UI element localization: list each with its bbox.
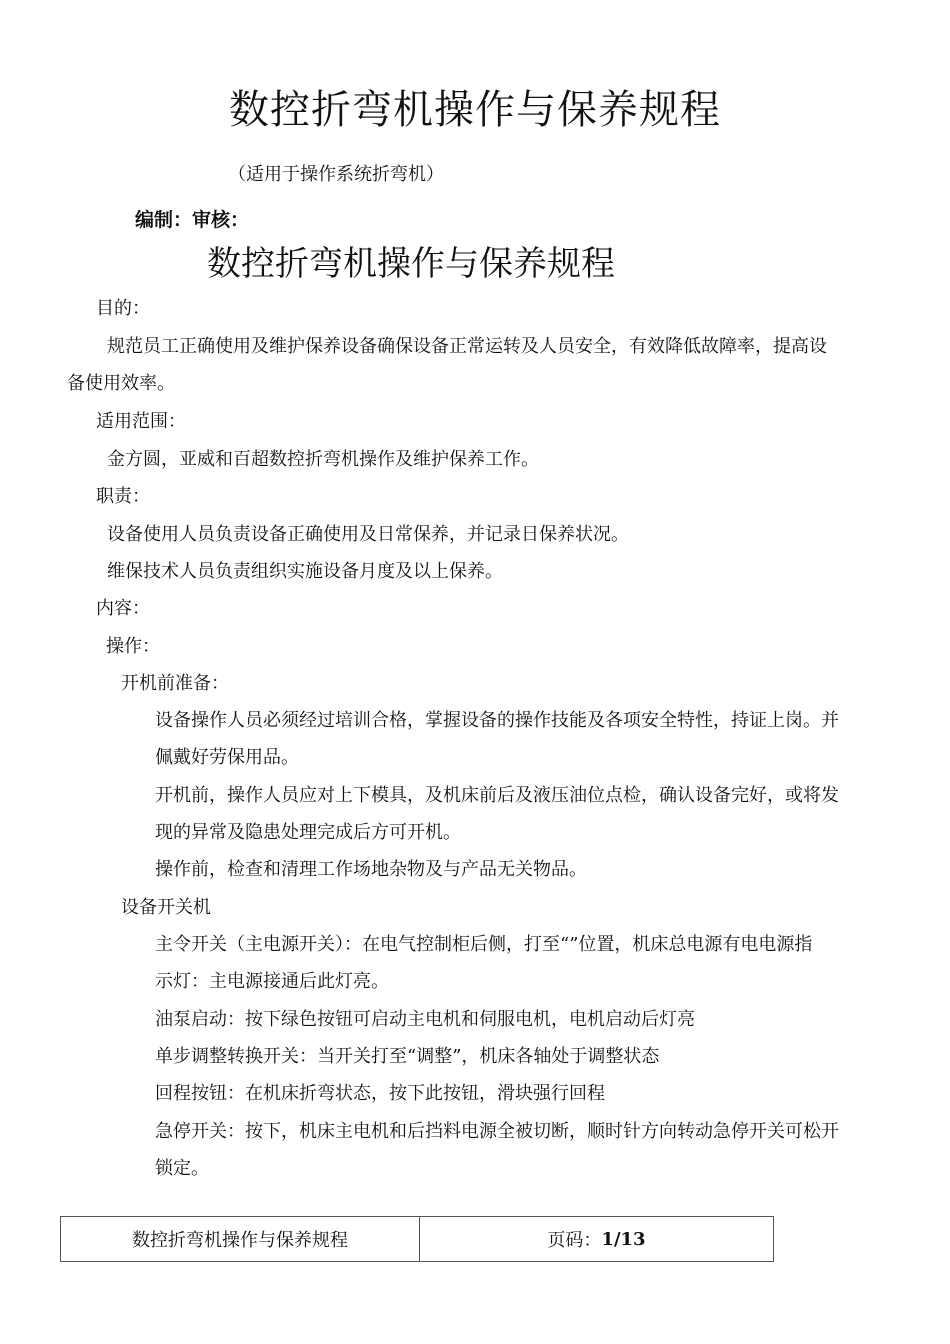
switch-item-1-line-1: 主令开关（主电源开关）：在电气控制柜后侧，打至“”位置，机床总电源有电电源指 — [155, 934, 813, 955]
switch-item-4: 回程按钮：在机床折弯状态，按下此按钮，滑块强行回程 — [155, 1083, 605, 1104]
footer-page-label: 页码： — [547, 1230, 602, 1251]
purpose-text-line-1: 规范员工正确使用及维护保养设备确保设备正常运转及人员安全，有效降低故障率，提高设 — [107, 336, 827, 357]
operation-heading: 操作： — [106, 636, 160, 657]
switch-heading: 设备开关机 — [121, 897, 211, 918]
switch-item-1-line-2: 示灯：主电源接通后此灯亮。 — [155, 971, 389, 992]
footer-doc-name: 数控折弯机操作与保养规程 — [61, 1217, 420, 1261]
switch-item-5-line-1: 急停开关：按下，机床主电机和后挡料电源全被切断，顺时针方向转动急停开关可松开 — [155, 1121, 839, 1142]
prep-item-3: 操作前，检查和清理工作场地杂物及与产品无关物品。 — [155, 859, 587, 880]
prep-item-1-line-2: 佩戴好劳保用品。 — [155, 747, 299, 768]
switch-item-5-line-2: 锁定。 — [155, 1158, 209, 1179]
section-title: 数控折弯机操作与保养规程 — [207, 244, 615, 284]
footer-page-cell — [420, 1217, 773, 1261]
purpose-text-line-2: 备使用效率。 — [67, 373, 175, 394]
prep-item-2-line-2: 现的异常及隐患处理完成后方可开机。 — [155, 822, 461, 843]
duty-item-2: 维保技术人员负责组织实施设备月度及以上保养。 — [107, 561, 503, 582]
page-subtitle: （适用于操作系统折弯机） — [228, 164, 444, 185]
footer-table — [60, 1216, 774, 1262]
signers-line: 编制：审核： — [135, 209, 250, 231]
prep-item-2-line-1: 开机前，操作人员应对上下模具，及机床前后及液压油位点检，确认设备完好，或将发 — [155, 785, 839, 806]
scope-text: 金方圆，亚威和百超数控折弯机操作及维护保养工作。 — [107, 449, 539, 470]
switch-item-2: 油泵启动：按下绿色按钮可启动主电机和伺服电机，电机启动后灯亮 — [155, 1009, 695, 1030]
page-title: 数控折弯机操作与保养规程 — [229, 87, 721, 133]
duty-item-1: 设备使用人员负责设备正确使用及日常保养，并记录日保养状况。 — [107, 524, 629, 545]
scope-heading: 适用范围： — [96, 411, 186, 432]
duty-heading: 职责： — [96, 486, 150, 507]
purpose-heading: 目的： — [96, 298, 150, 319]
prep-heading: 开机前准备： — [121, 673, 229, 694]
content-heading: 内容： — [96, 598, 150, 619]
prep-item-1-line-1: 设备操作人员必须经过培训合格，掌握设备的操作技能及各项安全特性，持证上岗。并 — [155, 710, 839, 731]
footer-page-number: 1/13 — [601, 1228, 646, 1250]
switch-item-3: 单步调整转换开关：当开关打至“调整”，机床各轴处于调整状态 — [155, 1046, 660, 1067]
